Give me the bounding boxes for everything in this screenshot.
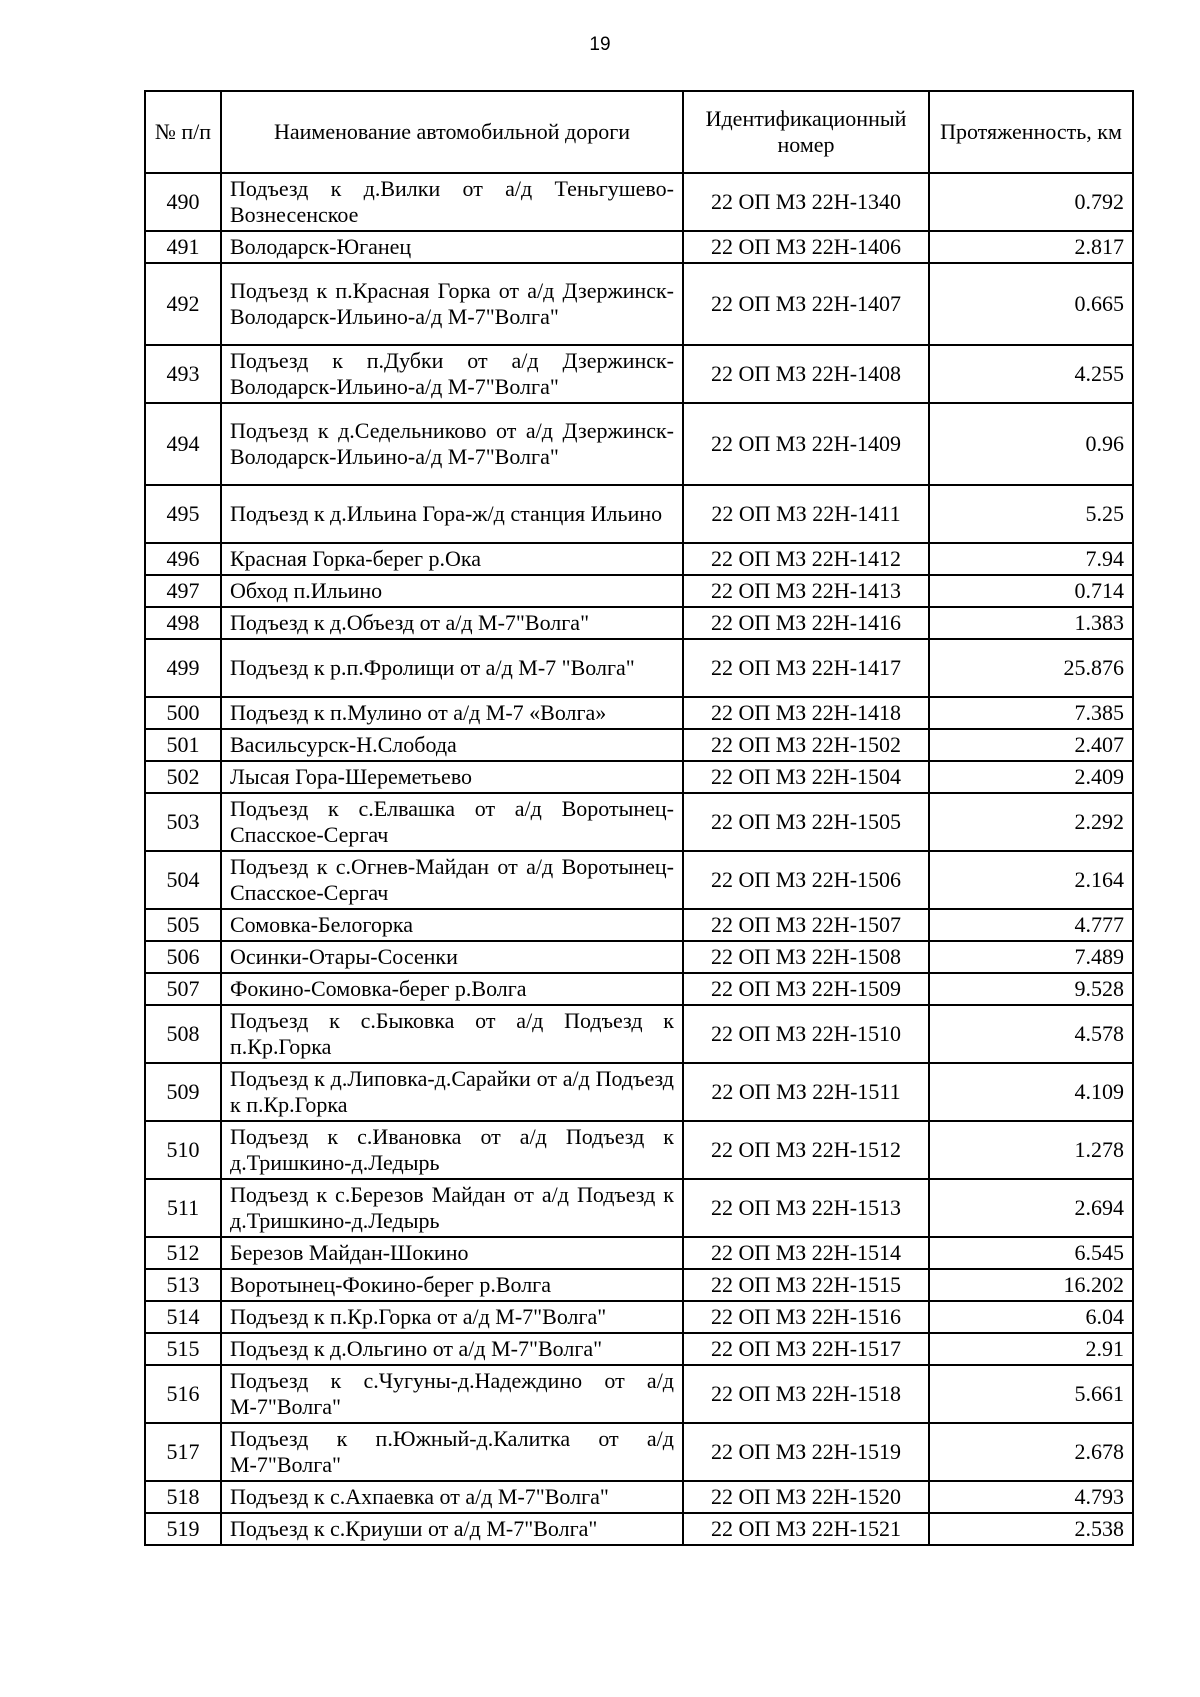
table-row (145, 1005, 1133, 1063)
table-row (145, 851, 1133, 909)
road-id: 22 ОП МЗ 22Н-1504 (683, 761, 929, 793)
table-row (145, 941, 1133, 973)
road-id: 22 ОП МЗ 22Н-1340 (683, 173, 929, 231)
table-row (145, 485, 1133, 543)
road-length: 4.109 (929, 1063, 1133, 1121)
road-name: Обход п.Ильино (221, 575, 683, 607)
table-row (145, 607, 1133, 639)
road-name: Подъезд к с.Быковка от а/д Подъезд к п.Кр.Горка (221, 1005, 683, 1063)
road-length: 1.278 (929, 1121, 1133, 1179)
road-name: Подъезд к п.Кр.Горка от а/д М-7"Волга" (221, 1301, 683, 1333)
table-row (145, 793, 1133, 851)
road-name: Подъезд к с.Криуши от а/д М-7"Волга" (221, 1513, 683, 1545)
row-number: 501 (145, 729, 221, 761)
table-row (145, 1365, 1133, 1423)
road-id: 22 ОП МЗ 22Н-1511 (683, 1063, 929, 1121)
road-length: 2.538 (929, 1513, 1133, 1545)
row-number: 499 (145, 639, 221, 697)
row-number: 506 (145, 941, 221, 973)
road-length: 9.528 (929, 973, 1133, 1005)
row-number: 514 (145, 1301, 221, 1333)
road-name: Подъезд к д.Вилки от а/д Теньгушево-Вознесенское (221, 173, 683, 231)
road-id: 22 ОП МЗ 22Н-1409 (683, 403, 929, 485)
road-id: 22 ОП МЗ 22Н-1514 (683, 1237, 929, 1269)
table-row (145, 1179, 1133, 1237)
road-name: Сомовка-Белогорка (221, 909, 683, 941)
road-name: Березов Майдан-Шокино (221, 1237, 683, 1269)
road-length: 16.202 (929, 1269, 1133, 1301)
road-id: 22 ОП МЗ 22Н-1521 (683, 1513, 929, 1545)
table-row (145, 1121, 1133, 1179)
table-row (145, 1423, 1133, 1481)
road-id: 22 ОП МЗ 22Н-1416 (683, 607, 929, 639)
row-number: 515 (145, 1333, 221, 1365)
roads-table (144, 90, 1134, 1546)
table-row (145, 697, 1133, 729)
road-name: Васильсурск-Н.Слобода (221, 729, 683, 761)
road-id: 22 ОП МЗ 22Н-1417 (683, 639, 929, 697)
table-row (145, 1513, 1133, 1545)
header-name: Наименование автомобильной дороги (221, 91, 683, 173)
table-row (145, 973, 1133, 1005)
row-number: 491 (145, 231, 221, 263)
road-id: 22 ОП МЗ 22Н-1513 (683, 1179, 929, 1237)
road-name: Красная Горка-берег р.Ока (221, 543, 683, 575)
road-length: 2.409 (929, 761, 1133, 793)
road-length: 4.793 (929, 1481, 1133, 1513)
table-row (145, 345, 1133, 403)
road-id: 22 ОП МЗ 22Н-1505 (683, 793, 929, 851)
table-row (145, 1481, 1133, 1513)
row-number: 512 (145, 1237, 221, 1269)
road-name: Подъезд к п.Мулино от а/д М-7 «Волга» (221, 697, 683, 729)
table-row (145, 639, 1133, 697)
road-name: Подъезд к д.Седельниково от а/д Дзержинск-Володарск-Ильино-а/д М-7"Волга" (221, 403, 683, 485)
road-name: Подъезд к д.Ильина Гора-ж/д станция Ильино (221, 485, 683, 543)
row-number: 503 (145, 793, 221, 851)
road-length: 0.792 (929, 173, 1133, 231)
road-name: Воротынец-Фокино-берег р.Волга (221, 1269, 683, 1301)
road-id: 22 ОП МЗ 22Н-1515 (683, 1269, 929, 1301)
road-id: 22 ОП МЗ 22Н-1413 (683, 575, 929, 607)
road-length: 6.04 (929, 1301, 1133, 1333)
road-id: 22 ОП МЗ 22Н-1516 (683, 1301, 929, 1333)
table-row (145, 263, 1133, 345)
road-length: 0.665 (929, 263, 1133, 345)
road-length: 25.876 (929, 639, 1133, 697)
road-length: 4.777 (929, 909, 1133, 941)
row-number: 505 (145, 909, 221, 941)
table-row (145, 909, 1133, 941)
row-number: 516 (145, 1365, 221, 1423)
road-name: Подъезд к с.Ахпаевка от а/д М-7"Волга" (221, 1481, 683, 1513)
row-number: 493 (145, 345, 221, 403)
road-id: 22 ОП МЗ 22Н-1406 (683, 231, 929, 263)
road-length: 5.25 (929, 485, 1133, 543)
road-name: Подъезд к д.Липовка-д.Сарайки от а/д Подъезд к п.Кр.Горка (221, 1063, 683, 1121)
road-name: Володарск-Юганец (221, 231, 683, 263)
page-number: 19 (589, 34, 611, 55)
row-number: 508 (145, 1005, 221, 1063)
table-row (145, 231, 1133, 263)
table-row (145, 173, 1133, 231)
row-number: 504 (145, 851, 221, 909)
road-id: 22 ОП МЗ 22Н-1506 (683, 851, 929, 909)
table-header-row (145, 91, 1133, 173)
road-id: 22 ОП МЗ 22Н-1510 (683, 1005, 929, 1063)
road-id: 22 ОП МЗ 22Н-1502 (683, 729, 929, 761)
row-number: 494 (145, 403, 221, 485)
row-number: 500 (145, 697, 221, 729)
header-id: Идентификационный номер (683, 91, 929, 173)
row-number: 510 (145, 1121, 221, 1179)
row-number: 517 (145, 1423, 221, 1481)
road-name: Лысая Гора-Шереметьево (221, 761, 683, 793)
road-length: 2.91 (929, 1333, 1133, 1365)
table-row (145, 1063, 1133, 1121)
road-id: 22 ОП МЗ 22Н-1508 (683, 941, 929, 973)
road-id: 22 ОП МЗ 22Н-1412 (683, 543, 929, 575)
road-length: 2.678 (929, 1423, 1133, 1481)
table-row (145, 1333, 1133, 1365)
road-name: Подъезд к п.Дубки от а/д Дзержинск-Володарск-Ильино-а/д М-7"Волга" (221, 345, 683, 403)
road-length: 4.255 (929, 345, 1133, 403)
road-id: 22 ОП МЗ 22Н-1520 (683, 1481, 929, 1513)
road-name: Подъезд к с.Ивановка от а/д Подъезд к д.Тришкино-д.Ледырь (221, 1121, 683, 1179)
road-name: Подъезд к с.Огнев-Майдан от а/д Воротынец-Спасское-Сергач (221, 851, 683, 909)
road-name: Осинки-Отары-Сосенки (221, 941, 683, 973)
road-name: Подъезд к р.п.Фролищи от а/д М-7 "Волга" (221, 639, 683, 697)
road-length: 2.407 (929, 729, 1133, 761)
road-length: 7.94 (929, 543, 1133, 575)
road-id: 22 ОП МЗ 22Н-1411 (683, 485, 929, 543)
road-id: 22 ОП МЗ 22Н-1507 (683, 909, 929, 941)
row-number: 511 (145, 1179, 221, 1237)
road-length: 5.661 (929, 1365, 1133, 1423)
road-id: 22 ОП МЗ 22Н-1517 (683, 1333, 929, 1365)
road-name: Подъезд к п.Южный-д.Калитка от а/д М-7"Волга" (221, 1423, 683, 1481)
road-length: 1.383 (929, 607, 1133, 639)
road-name: Подъезд к с.Березов Майдан от а/д Подъезд к д.Тришкино-д.Ледырь (221, 1179, 683, 1237)
row-number: 497 (145, 575, 221, 607)
road-name: Подъезд к п.Красная Горка от а/д Дзержинск-Володарск-Ильино-а/д М-7"Волга" (221, 263, 683, 345)
table-row (145, 1269, 1133, 1301)
road-name: Подъезд к с.Чугуны-д.Надеждино от а/д М-7"Волга" (221, 1365, 683, 1423)
road-id: 22 ОП МЗ 22Н-1512 (683, 1121, 929, 1179)
road-id: 22 ОП МЗ 22Н-1408 (683, 345, 929, 403)
table-row (145, 761, 1133, 793)
row-number: 492 (145, 263, 221, 345)
road-id: 22 ОП МЗ 22Н-1518 (683, 1365, 929, 1423)
header-length: Протяженность, км (929, 91, 1133, 173)
row-number: 509 (145, 1063, 221, 1121)
table-row (145, 1237, 1133, 1269)
road-id: 22 ОП МЗ 22Н-1407 (683, 263, 929, 345)
row-number: 498 (145, 607, 221, 639)
row-number: 490 (145, 173, 221, 231)
road-name: Подъезд к д.Ольгино от а/д М-7"Волга" (221, 1333, 683, 1365)
road-id: 22 ОП МЗ 22Н-1509 (683, 973, 929, 1005)
row-number: 496 (145, 543, 221, 575)
row-number: 507 (145, 973, 221, 1005)
road-id: 22 ОП МЗ 22Н-1519 (683, 1423, 929, 1481)
row-number: 513 (145, 1269, 221, 1301)
road-name: Подъезд к д.Объезд от а/д М-7"Волга" (221, 607, 683, 639)
road-length: 0.714 (929, 575, 1133, 607)
road-length: 2.694 (929, 1179, 1133, 1237)
road-name: Подъезд к с.Елвашка от а/д Воротынец-Спасское-Сергач (221, 793, 683, 851)
table-row (145, 543, 1133, 575)
road-length: 4.578 (929, 1005, 1133, 1063)
row-number: 495 (145, 485, 221, 543)
road-length: 7.385 (929, 697, 1133, 729)
road-id: 22 ОП МЗ 22Н-1418 (683, 697, 929, 729)
road-length: 0.96 (929, 403, 1133, 485)
road-length: 7.489 (929, 941, 1133, 973)
road-length: 2.164 (929, 851, 1133, 909)
table-row (145, 729, 1133, 761)
row-number: 519 (145, 1513, 221, 1545)
road-name: Фокино-Сомовка-берег р.Волга (221, 973, 683, 1005)
table-row (145, 403, 1133, 485)
table-row (145, 575, 1133, 607)
road-length: 6.545 (929, 1237, 1133, 1269)
header-number: № п/п (145, 91, 221, 173)
table-row (145, 1301, 1133, 1333)
road-length: 2.292 (929, 793, 1133, 851)
row-number: 518 (145, 1481, 221, 1513)
road-length: 2.817 (929, 231, 1133, 263)
row-number: 502 (145, 761, 221, 793)
